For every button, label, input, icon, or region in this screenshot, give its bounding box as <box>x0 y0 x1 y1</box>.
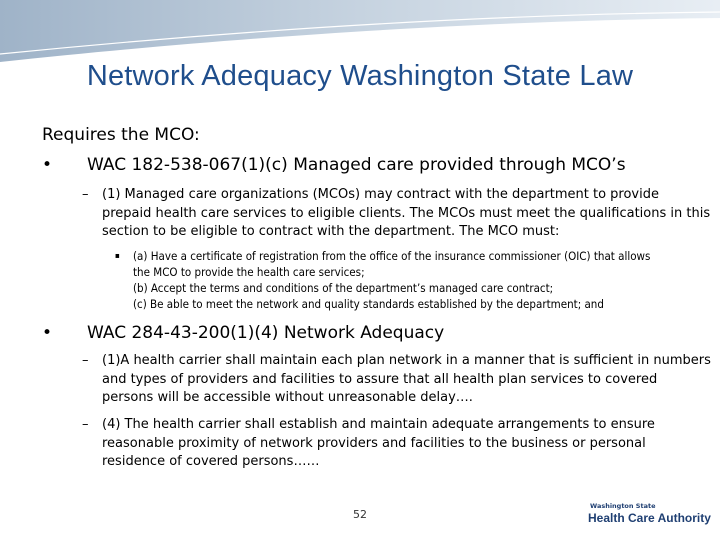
sub-sub-item-requirements <box>115 248 710 312</box>
sub-item-text: (4) The health carrier shall establish and maintain adequate arrangements to ensure reasonable proximity of network providers and facilities to the business or personal residence of covered persons…… <box>102 417 655 469</box>
square-bullet-marker: ▪ <box>115 251 120 260</box>
hca-logo <box>586 502 711 532</box>
sub-item-text: (1)A health carrier shall maintain each plan network in a manner that is sufficient in numbers and types of providers and facilities to assure that all health plan services to covered persons will be accessible without unreasonable delay…. <box>102 353 711 405</box>
dash-marker: – <box>82 353 89 368</box>
sub-item-text: (1) Managed care organizations (MCOs) may contract with the department to provide prepaid health care services to eligible clients. The MCOs must meet the qualifications in this section to be eligible to contract with the department. The MCO must: <box>102 187 711 239</box>
sub-item-proximity <box>82 416 712 472</box>
requirement-line: (b) Accept the terms and conditions of the department’s managed care contract; <box>133 281 554 295</box>
sub-item-plan-network <box>82 352 712 408</box>
logo-bottom-text: Health Care Authority <box>588 511 711 525</box>
bullet-item-wac-182 <box>42 155 626 175</box>
sub-item-mco-contract <box>82 186 712 242</box>
dash-marker: – <box>82 417 89 432</box>
bullet-marker: • <box>42 155 53 175</box>
requirement-line: (a) Have a certificate of registration from the office of the insurance commissioner (OIC) that allows <box>133 249 651 263</box>
intro-text: Requires the MCO: <box>42 125 200 145</box>
dash-marker: – <box>82 187 89 202</box>
page-number: 52 <box>353 508 367 521</box>
bullet-marker: • <box>42 323 53 343</box>
bullet-heading: WAC 284-43-200(1)(4) Network Adequacy <box>87 323 445 343</box>
requirement-line: (c) Be able to meet the network and quality standards established by the department; and <box>133 297 604 311</box>
requirement-line: the MCO to provide the health care services; <box>133 265 365 279</box>
logo-top-text: Washington State <box>590 502 656 510</box>
slide-title: Network Adequacy Washington State Law <box>86 60 634 92</box>
bullet-heading: WAC 182-538-067(1)(c) Managed care provided through MCO’s <box>87 155 626 175</box>
bullet-item-wac-284 <box>42 323 444 343</box>
